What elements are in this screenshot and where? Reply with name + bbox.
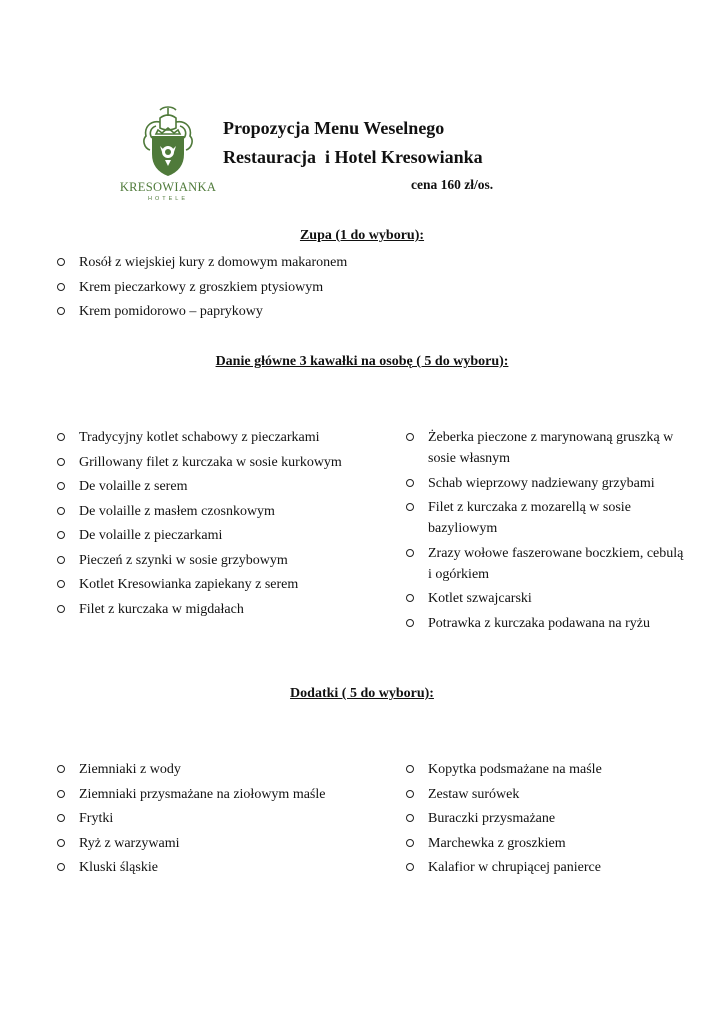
list-item: Ziemniaki przysmażane na ziołowym maśle (57, 784, 347, 805)
list-item: De volaille z serem (57, 476, 347, 497)
list-item: Kotlet Kresowianka zapiekany z serem (57, 574, 347, 595)
list-item: Rosół z wiejskiej kury z domowym makaronem (57, 252, 417, 273)
soup-heading: Zupa (1 do wyboru): (299, 228, 425, 243)
bullet-icon (57, 458, 65, 466)
bullet-icon (406, 765, 414, 773)
list-item: Zestaw surówek (406, 784, 686, 805)
bullet-icon (406, 790, 414, 798)
bullet-icon (57, 839, 65, 847)
list-item: Ziemniaki z wody (57, 759, 347, 780)
logo-subtitle: HOTELE (147, 196, 188, 202)
list-item: Kluski śląskie (57, 857, 347, 878)
bullet-icon (406, 549, 414, 557)
bullet-icon (57, 790, 65, 798)
bullet-icon (406, 619, 414, 627)
list-item: Kalafior w chrupiącej panierce (406, 857, 686, 878)
bullet-icon (57, 580, 65, 588)
menu-title: Propozycja Menu Weselnego (223, 118, 445, 138)
coat-of-arms-icon (116, 104, 220, 180)
bullet-icon (406, 863, 414, 871)
list-item: De volaille z masłem czosnkowym (57, 501, 347, 522)
list-item: Kotlet szwajcarski (406, 588, 686, 609)
bullet-icon (57, 482, 65, 490)
list-item: Frytki (57, 808, 347, 829)
bullet-icon (406, 594, 414, 602)
mains-heading: Danie główne 3 kawałki na osobę ( 5 do wyboru): (215, 354, 509, 369)
bullet-icon (57, 283, 65, 291)
list-item: Krem pieczarkowy z groszkiem ptysiowym (57, 277, 417, 298)
bullet-icon (57, 507, 65, 515)
price-per-person: cena 160 zł/os. (411, 177, 494, 192)
sides-list-right (406, 759, 686, 882)
bullet-icon (57, 863, 65, 871)
list-item: Filet z kurczaka w migdałach (57, 599, 347, 620)
mains-list-right (406, 427, 686, 637)
list-item: Krem pomidorowo – paprykowy (57, 301, 417, 322)
list-item: Kopytka podsmażane na maśle (406, 759, 686, 780)
bullet-icon (57, 531, 65, 539)
bullet-icon (57, 556, 65, 564)
list-item: Schab wieprzowy nadziewany grzybami (406, 473, 686, 494)
bullet-icon (57, 605, 65, 613)
bullet-icon (57, 814, 65, 822)
mains-list-left (57, 427, 347, 623)
soup-list (57, 252, 417, 326)
bullet-icon (57, 258, 65, 266)
sides-list-left (57, 759, 347, 882)
bullet-icon (57, 433, 65, 441)
sides-heading: Dodatki ( 5 do wyboru): (290, 686, 434, 701)
bullet-icon (406, 839, 414, 847)
logo-name: KRESOWIANKA (119, 180, 217, 194)
list-item: Filet z kurczaka z mozarellą w sosie bazyliowym (406, 497, 686, 539)
list-item: Ryż z warzywami (57, 833, 347, 854)
bullet-icon (57, 765, 65, 773)
list-item: Tradycyjny kotlet schabowy z pieczarkami (57, 427, 347, 448)
list-item: De volaille z pieczarkami (57, 525, 347, 546)
list-item: Grillowany filet z kurczaka w sosie kurkowym (57, 452, 347, 473)
list-item: Pieczeń z szynki w sosie grzybowym (57, 550, 347, 571)
bullet-icon (406, 433, 414, 441)
list-item: Zrazy wołowe faszerowane boczkiem, cebulą i ogórkiem (406, 543, 686, 585)
list-item: Żeberka pieczone z marynowaną gruszką w sosie własnym (406, 427, 686, 469)
restaurant-name: Restauracja i Hotel Kresowianka (223, 147, 483, 167)
list-item: Marchewka z groszkiem (406, 833, 686, 854)
hotel-logo (116, 104, 220, 204)
list-item: Potrawka z kurczaka podawana na ryżu (406, 613, 686, 634)
bullet-icon (57, 307, 65, 315)
bullet-icon (406, 814, 414, 822)
list-item: Buraczki przysmażane (406, 808, 686, 829)
bullet-icon (406, 479, 414, 487)
bullet-icon (406, 503, 414, 511)
